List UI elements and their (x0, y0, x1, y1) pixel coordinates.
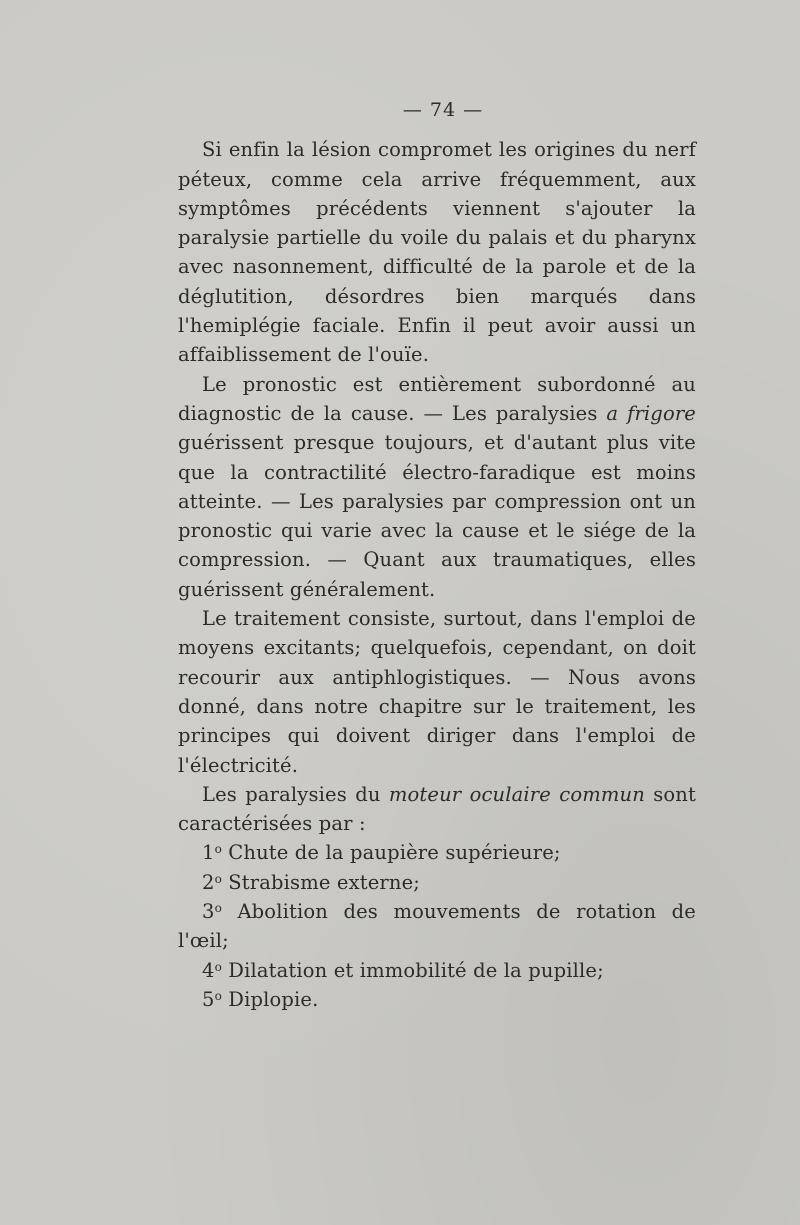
paragraph-text-part1: Le pronostic est entièrement subordonné au diagnostic de la cause. — Les paralysies (178, 372, 696, 425)
paragraph-pronostic (178, 370, 696, 604)
list-item (178, 868, 696, 897)
paragraph-text: Si enfin la lésion compromet les origines du nerf péteux, comme cela arrive fréquemment, aux symptômes précédents viennent s'ajouter la paralysie partielle du voile du palais et du pharynx avec nasonnement, difficulté de la parole et de la déglutition, désordres bien marqués dans l'hemiplégie faciale. Enfin il peut avoir aussi un affaiblissement de l'ouïe. (178, 138, 696, 367)
paragraph-italic-term: a frigore (606, 401, 696, 425)
paragraph-nerf-peteux (178, 135, 696, 369)
paragraph-traitement (178, 604, 696, 780)
list-text: Dilatation et immobilité de la pupille; (221, 958, 604, 982)
list-number: 1 (202, 841, 215, 865)
list-text: Diplopie. (221, 987, 319, 1011)
list-item (178, 956, 696, 985)
list-item (178, 985, 696, 1014)
list-number: 5 (202, 987, 215, 1011)
list-ordinal: o (214, 988, 222, 1003)
list-number: 3 (202, 900, 215, 924)
list-ordinal: o (214, 871, 222, 886)
list-item (178, 838, 696, 867)
paragraph-text-part1: Les paralysies du (202, 782, 389, 806)
list-number: 2 (202, 870, 215, 894)
symptom-list (178, 838, 696, 1014)
list-text: Abolition des mouvements de rotation de l'œil; (178, 900, 696, 953)
paragraph-text: Le traitement consiste, surtout, dans l'emploi de moyens excitants; quelquefois, cependant, on doit recourir aux antiphlogistiques. — Nous avons donné, dans notre chapitre sur le traitement, les principes qui doivent diriger dans l'emploi de l'électricité. (178, 607, 696, 777)
list-ordinal: o (214, 842, 222, 857)
page-number: — 74 — (402, 99, 484, 121)
paragraph-moteur-oculaire (178, 780, 696, 839)
list-text: Strabisme externe; (221, 870, 420, 894)
paragraph-italic-term: moteur oculaire commun (388, 782, 645, 806)
list-ordinal: o (214, 901, 222, 916)
list-item (178, 897, 696, 956)
list-number: 4 (202, 958, 215, 982)
page-text-block (178, 96, 696, 1014)
paragraph-text-part2: guérissent presque toujours, et d'autant plus vite que la contractilité électro-faradique est moins atteinte. — Les paralysies par compression ont un pronostic qui varie avec la cause et le siége de la compression. — Quant aux traumatiques, elles guérissent généralement. (178, 431, 696, 601)
paragraph-text-part2: sont caractérisées par : (178, 782, 697, 836)
list-text: Chute de la paupière supérieure; (221, 841, 561, 865)
list-ordinal: o (214, 959, 222, 974)
